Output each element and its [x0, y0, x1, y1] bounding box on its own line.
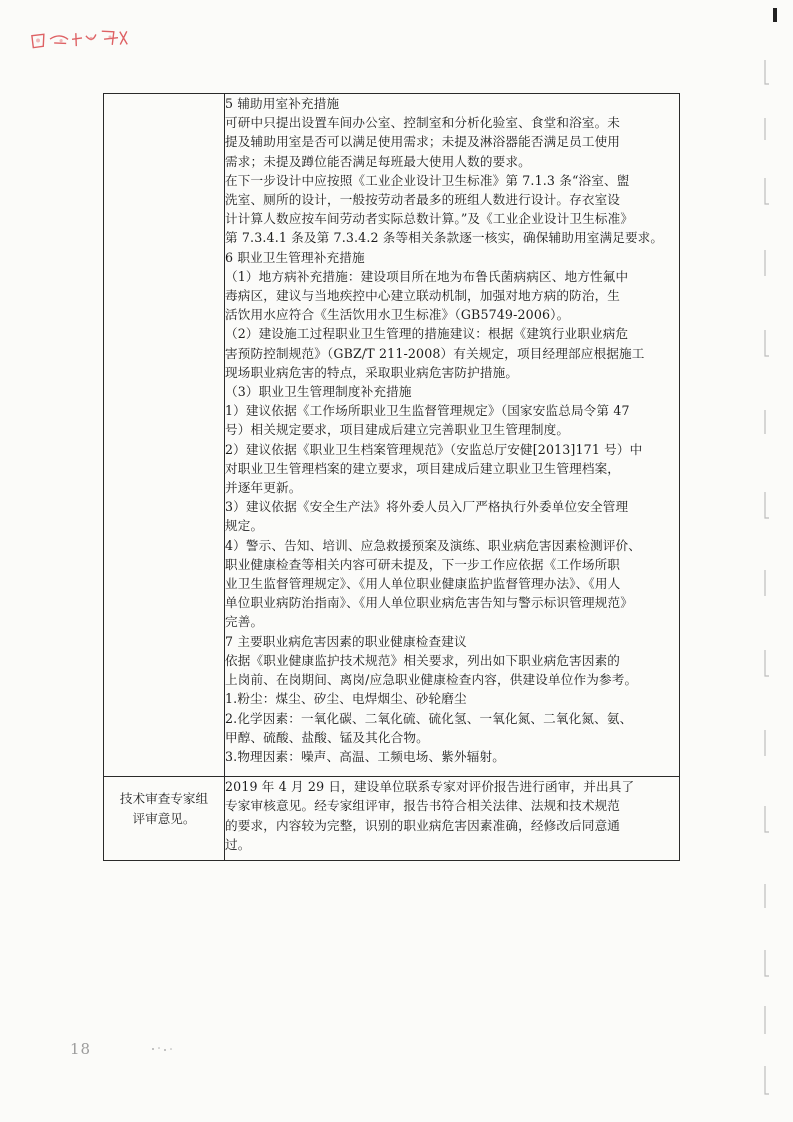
expert-review-label-line: 技术审查专家组 — [119, 791, 209, 807]
content-line: 计计算人数应按车间劳动者实际总数计算。”及《工业企业设计卫生标准》 — [225, 211, 634, 227]
content-line: 1）建议依据《工作场所职业卫生监督管理规定》（国家安监总局令第 47 — [225, 403, 630, 419]
content-line: 7 主要职业病危害因素的职业健康检查建议 — [225, 633, 467, 649]
review-spacer — [225, 854, 679, 860]
content-line: 1.粉尘：煤尘、矽尘、电焊烟尘、砂轮磨尘 — [225, 691, 467, 707]
measures-row — [104, 94, 680, 777]
red-seal-stamp — [30, 22, 131, 53]
content-line: 3.物理因素：噪声、高温、工频电场、紫外辐射。 — [225, 748, 505, 764]
content-line: 现场职业病危害的特点，采取职业病危害防护措施。 — [225, 364, 519, 380]
content-spacer — [225, 766, 679, 776]
content-line: 活饮用水应符合《生活饮用水卫生标准》（GB5749-2006）。 — [225, 307, 570, 323]
content-line: 需求；未提及蹲位能否满足每班最大使用人数的要求。 — [225, 153, 531, 169]
content-line: 单位职业病防治指南》、《用人单位职业病危害告知与警示标识管理规范》 — [225, 595, 633, 611]
content-line: （1）地方病补充措施：建设项目所在地为布鲁氏菌病病区、地方性氟中 — [225, 268, 629, 284]
content-line: 害预防控制规范》（GBZ/T 211-2008）有关规定，项目经理部应根据施工 — [225, 345, 645, 361]
content-line: 2）建议依据《职业卫生档案管理规范》（安监总厅安健[2013]171 号）中 — [225, 441, 643, 457]
content-line: 对职业卫生管理档案的建立要求，项目建成后建立职业卫生管理档案， — [225, 460, 621, 476]
content-line: 业卫生监督管理规定》、《用人单位职业健康监护监督管理办法》、《用人 — [225, 576, 621, 592]
content-line: 可研中只提出设置车间办公室、控制室和分析化验室、食堂和浴室。未 — [225, 115, 621, 131]
expert-review-label-line: 评审意见。 — [132, 810, 196, 826]
content-line: （3）职业卫生管理制度补充措施 — [225, 384, 412, 400]
content-line: 4）警示、告知、培训、应急救援预案及演练、职业病危害因素检测评价、 — [225, 537, 641, 553]
content-line: 并逐年更新。 — [225, 480, 302, 496]
content-line: 在下一步设计中应按照《工业企业设计卫生标准》第 7.1.3 条“浴室、盥 — [225, 172, 630, 188]
content-line: 规定。 — [225, 518, 264, 534]
content-line: 职业健康检查等相关内容可研未提及，下一步工作应依据《工作场所职 — [225, 556, 621, 572]
content-line: 完善。 — [225, 614, 264, 630]
measures-label-cell — [104, 94, 225, 777]
expert-review-label-cell — [104, 777, 225, 861]
content-line: 3）建议依据《安全生产法》将外委人员入厂严格执行外委单位安全管理 — [225, 499, 629, 515]
content-line: 5 辅助用室补充措施 — [225, 96, 340, 111]
expert-review-text-line: 的要求，内容较为完整，识别的职业病危害因素准确，经修改后同意通 — [225, 817, 621, 833]
content-line: 第 7.3.4.1 条及第 7.3.4.2 条等相关条款逐一核实，确保辅助用室满足要求。 — [225, 230, 664, 246]
expert-review-text-line: 2019 年 4 月 29 日，建设单位联系专家对评价报告进行函审，并出具了 — [225, 779, 635, 795]
expert-review-text-cell — [225, 777, 680, 861]
content-lines — [225, 94, 679, 766]
opinion-table — [103, 93, 680, 861]
content-line: 6 职业卫生管理补充措施 — [225, 249, 365, 265]
content-line: 洗室、厕所的设计，一般按劳动者最多的班组人数进行设计。存衣室设 — [225, 192, 621, 208]
content-line: 2.化学因素：一氧化碳、二氧化硫、硫化氢、一氧化氮、二氧化氮、氨、 — [225, 710, 633, 726]
scan-speckles — [150, 1045, 174, 1053]
content-line: 提及辅助用室是否可以满足使用需求；未提及淋浴器能否满足员工使用 — [225, 134, 621, 150]
content-line: 上岗前、在岗期间、离岗/应急职业健康检查内容，供建设单位作为参考。 — [225, 672, 638, 688]
expert-review-row — [104, 777, 680, 861]
content-line: 号）相关规定要求，项目建成后建立完善职业卫生管理制度。 — [225, 422, 570, 438]
expert-review-text-line: 过。 — [225, 836, 251, 852]
content-line: 甲醇、硫酸、盐酸、锰及其化合物。 — [225, 729, 429, 745]
content-line: 依据《职业健康监护技术规范》相关要求，列出如下职业病危害因素的 — [225, 652, 621, 668]
page-number: 18 — [70, 1040, 92, 1058]
margin-binding-marks — [759, 0, 783, 1122]
expert-review-label — [104, 777, 224, 828]
content-line: 毒病区，建议与当地疾控中心建立联动机制，加强对地方病的防治，生 — [225, 288, 621, 304]
measures-content-cell — [225, 94, 680, 777]
expert-review-text-line: 专家审核意见。经专家组评审，报告书符合相关法律、法规和技术规范 — [225, 798, 621, 814]
content-line: （2）建设施工过程职业卫生管理的措施建议：根据《建筑行业职业病危 — [225, 326, 629, 342]
